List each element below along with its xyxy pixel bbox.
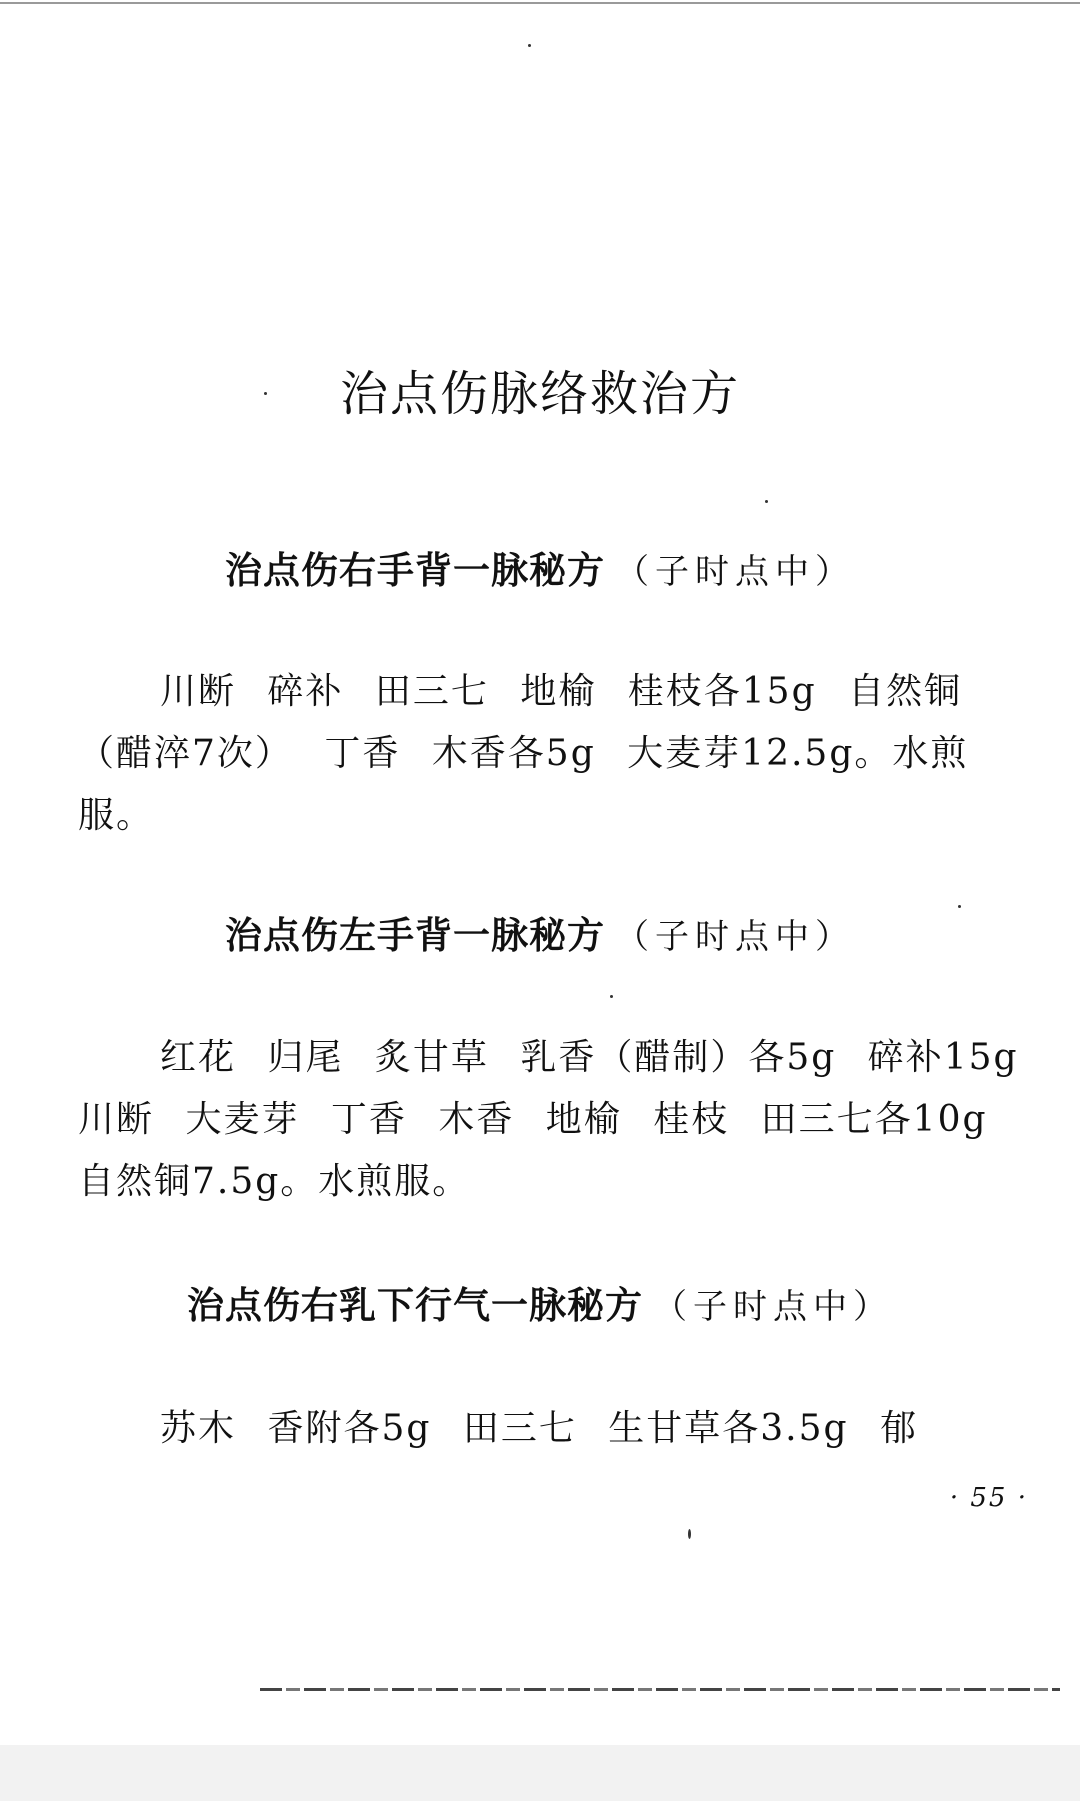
section-heading-2 xyxy=(0,913,1080,958)
section-heading-3-text: 治点伤右乳下行气一脉秘方 xyxy=(187,1283,643,1327)
section-body-1: 川断 碎补 田三七 地榆 桂枝各15g 自然铜（醋淬7次） 丁香 木香各5g 大麦芽12.5g。水煎服。 xyxy=(78,671,969,836)
section-heading-3 xyxy=(0,1283,1080,1328)
scan-speck xyxy=(958,905,961,908)
page-number: · 55 · xyxy=(949,1483,1028,1513)
page-title: 治点伤脉络救治方 xyxy=(339,366,740,422)
bottom-scan-line xyxy=(260,1688,1060,1691)
section-heading-2-text: 治点伤左手背一脉秘方 xyxy=(225,913,605,957)
scan-speck xyxy=(688,1529,691,1539)
scan-speck xyxy=(610,995,613,998)
bottom-margin-band xyxy=(0,1745,1080,1801)
section-heading-1 xyxy=(0,548,1080,593)
section-heading-3-note: （子时点中） xyxy=(653,1287,893,1327)
scan-speck xyxy=(765,500,768,503)
section-body-2: 红花 归尾 炙甘草 乳香（醋制）各5g 碎补15g 川断 大麦芽 丁香 木香 地榆 桂枝 田三七各10g 自然铜7.5g。水煎服。 xyxy=(78,1037,1051,1202)
scan-speck xyxy=(264,392,267,395)
section-heading-1-text: 治点伤右手背一脉秘方 xyxy=(225,548,605,592)
section-body-3: 苏木 香附各5g 田三七 生甘草各3.5g 郁 xyxy=(160,1408,919,1449)
scan-speck xyxy=(528,44,531,47)
top-border-line xyxy=(0,2,1080,4)
section-heading-2-note: （子时点中） xyxy=(615,917,855,957)
section-heading-1-note: （子时点中） xyxy=(615,552,855,592)
